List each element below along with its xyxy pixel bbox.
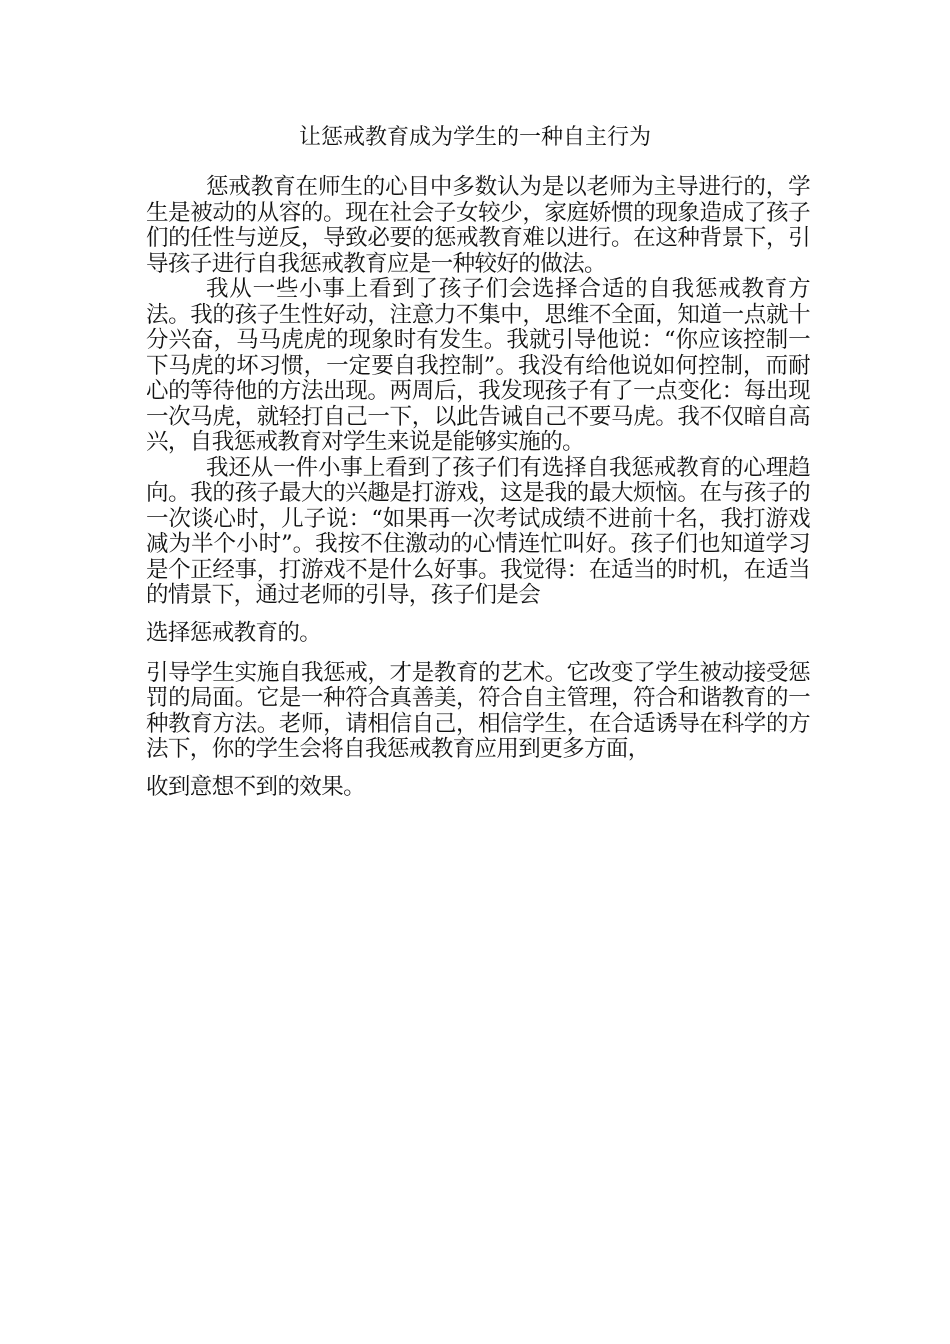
paragraph-4-continuation: 收到意想不到的效果。 [146, 773, 366, 800]
paragraph-1: 惩戒教育在师生的心目中多数认为是以老师为主导进行的，学生是被动的从容的。现在社会子女较少，家庭娇惯的现象造成了孩子们的任性与逆反，导致必要的惩戒教育难以进行。在这种背景下，引导孩子进行自我惩戒教育应是一种较好的做法。 [146, 174, 810, 277]
document-title: 让惩戒教育成为学生的一种自主行为 [298, 125, 651, 150]
document-body [146, 175, 810, 807]
paragraph-3-continuation: 选择惩戒教育的。 [146, 619, 322, 646]
paragraph-2: 我从一些小事上看到了孩子们会选择合适的自我惩戒教育方法。我的孩子生性好动，注意力不集中，思维不全面，知道一点就十分兴奋，马马虎虎的现象时有发生。我就引导他说：“你应该控制一下马虎的坏习惯，一定要自我控制”。我没有给他说如何控制，而耐心的等待他的方法出现。两周后，我发现孩子有了一点变化：每出现一次马虎，就轻打自己一下，以此告诫自己不要马虎。我不仅暗自高兴，自我惩戒教育对学生来说是能够实施的。 [146, 276, 810, 455]
paragraph-4: 引导学生实施自我惩戒，才是教育的艺术。它改变了学生被动接受惩罚的局面。它是一种符合真善美，符合自主管理，符合和谐教育的一种教育方法。老师，请相信自己，相信学生，在合适诱导在科学的方法下，你的学生会将自我惩戒教育应用到更多方面， [146, 659, 810, 762]
paragraph-3: 我还从一件小事上看到了孩子们有选择自我惩戒教育的心理趋向。我的孩子最大的兴趣是打游戏，这是我的最大烦恼。在与孩子的一次谈心时，儿子说：“如果再一次考试成绩不进前十名，我打游戏减为半个小时”。我按不住激动的心情连忙叫好。孩子们也知道学习是个正经事，打游戏不是什么好事。我觉得：在适当的时机，在适当的情景下，通过老师的引导，孩子们是会 [146, 454, 810, 608]
